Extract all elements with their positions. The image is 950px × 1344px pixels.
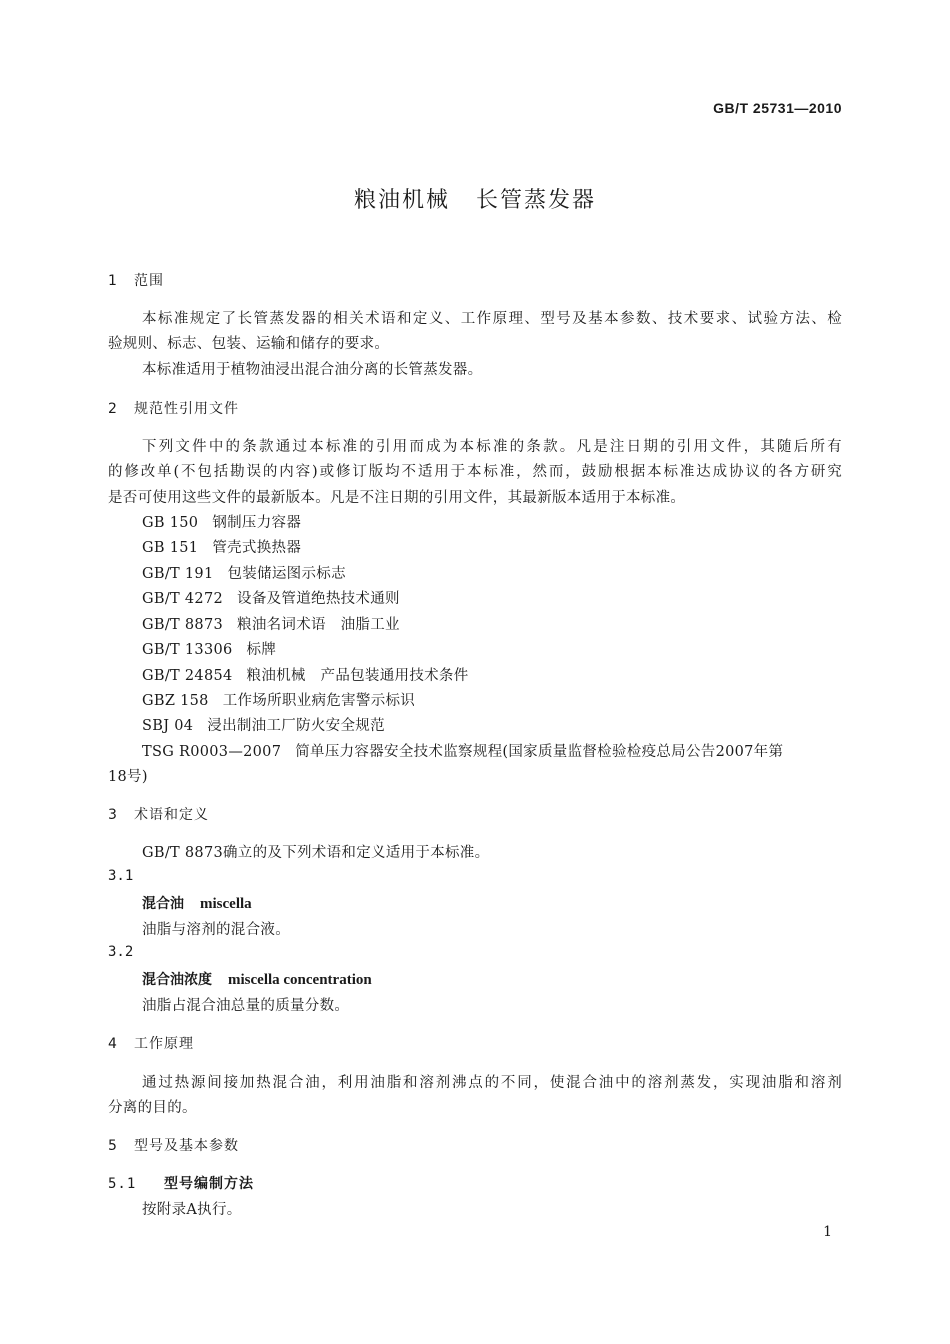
reference-code: GB/T 24854 [142, 668, 233, 684]
section-2-heading [108, 398, 239, 418]
reference-code: GB/T 4272 [142, 591, 224, 607]
page-number: 1 [823, 1224, 832, 1240]
subsection-5-1-heading [108, 1173, 254, 1193]
title-part1: 粮油机械 [353, 188, 450, 213]
title-part2: 长管蒸发器 [476, 188, 597, 213]
reference-title: 钢制压力容器 [212, 515, 302, 531]
term-definition: 油脂占混合油总量的质量分数。 [142, 998, 350, 1014]
reference-title: 浸出制油工厂防火安全规范 [207, 718, 385, 734]
term-chinese: 混合油 [142, 896, 184, 912]
reference-title: 粮油名词术语 油脂工业 [237, 617, 400, 633]
reference-item [142, 714, 385, 735]
section-1-paragraph-2: 本标准适用于植物油浸出混合油分离的长管蒸发器。 [142, 362, 483, 378]
reference-item [142, 536, 301, 557]
reference-item [142, 664, 469, 685]
reference-item [142, 740, 842, 761]
subsection-5-1-text: 按附录A执行。 [142, 1202, 242, 1218]
reference-code: GBZ 158 [142, 693, 209, 709]
document-title [0, 183, 950, 214]
term-number: 3.2 [108, 944, 134, 960]
reference-code: GB/T 191 [142, 566, 214, 582]
section-2-intro-line-2: 的修改单(不包括勘误的内容)或修订版均不适用于本标准，然而，鼓励根据本标准达成协议的各方研究 [108, 464, 842, 480]
reference-code: GB/T 8873 [142, 617, 224, 633]
standard-number: GB/T 25731—2010 [713, 100, 842, 116]
reference-title: 工作场所职业病危害警示标识 [222, 693, 416, 709]
reference-item [142, 689, 415, 710]
section-title: 术语和定义 [134, 807, 209, 823]
reference-title: 包装储运图示标志 [227, 566, 346, 582]
section-title: 工作原理 [134, 1036, 194, 1052]
reference-code: GB 150 [142, 515, 199, 531]
subsection-title: 型号编制方法 [164, 1176, 254, 1192]
term-chinese: 混合油浓度 [142, 972, 212, 988]
section-4-line-1: 通过热源间接加热混合油，利用油脂和溶剂沸点的不同，使混合油中的溶剂蒸发，实现油脂和溶剂 [142, 1075, 842, 1091]
reference-item [142, 587, 400, 608]
section-3-heading [108, 804, 209, 824]
reference-item [142, 562, 346, 583]
section-1-paragraph-1-line-1: 本标准规定了长管蒸发器的相关术语和定义、工作原理、型号及基本参数、技术要求、试验方法、检 [142, 311, 842, 327]
section-number: 3 [108, 807, 118, 823]
reference-title: 简单压力容器安全技术监察规程(国家质量监督检验检疫总局公告2007年第 [295, 744, 784, 760]
section-1-paragraph-1-line-2: 验规则、标志、包装、运输和储存的要求。 [108, 336, 390, 352]
term-heading [142, 893, 252, 913]
section-number: 5 [108, 1138, 118, 1154]
term-english: miscella [200, 896, 252, 912]
reference-title: 设备及管道绝热技术通则 [237, 591, 400, 607]
section-2-intro-line-1: 下列文件中的条款通过本标准的引用而成为本标准的条款。凡是注日期的引用文件，其随后所有 [142, 439, 842, 455]
reference-code: GB 151 [142, 540, 199, 556]
section-number: 1 [108, 273, 118, 289]
term-number: 3.1 [108, 868, 134, 884]
section-1-heading [108, 270, 164, 290]
reference-item [142, 613, 400, 634]
term-definition: 油脂与溶剂的混合液。 [142, 922, 290, 938]
section-title: 范围 [134, 273, 164, 289]
reference-code: GB/T 13306 [142, 642, 233, 658]
section-title: 规范性引用文件 [134, 401, 239, 417]
reference-item [142, 638, 276, 659]
reference-title: 粮油机械 产品包装通用技术条件 [246, 668, 469, 684]
reference-item [142, 511, 301, 532]
reference-item-continuation: 18号) [108, 769, 148, 785]
reference-title: 管壳式换热器 [212, 540, 302, 556]
reference-code: TSG R0003—2007 [142, 744, 282, 760]
section-2-intro-line-3: 是否可使用这些文件的最新版本。凡是不注日期的引用文件，其最新版本适用于本标准。 [108, 490, 686, 506]
section-5-heading [108, 1135, 239, 1155]
reference-code: SBJ 04 [142, 718, 194, 734]
section-title: 型号及基本参数 [134, 1138, 239, 1154]
section-3-intro: GB/T 8873确立的及下列术语和定义适用于本标准。 [142, 845, 490, 861]
section-4-line-2: 分离的目的。 [108, 1100, 197, 1116]
subsection-number: 5.1 [108, 1176, 137, 1192]
reference-title: 标牌 [246, 642, 277, 658]
term-english: miscella concentration [228, 972, 372, 988]
section-number: 2 [108, 401, 118, 417]
section-number: 4 [108, 1036, 118, 1052]
section-4-heading [108, 1033, 194, 1053]
term-heading [142, 969, 372, 989]
